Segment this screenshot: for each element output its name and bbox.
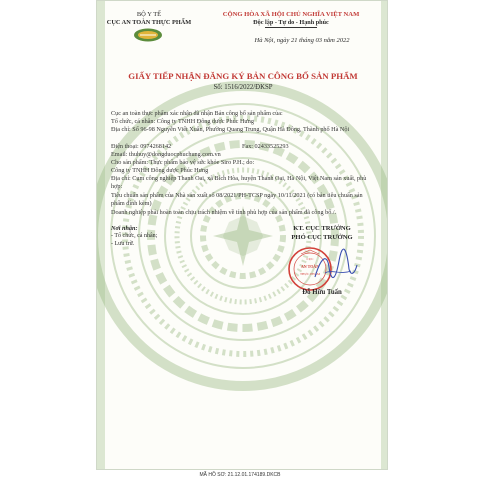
agency-department: CỤC AN TOÀN THỰC PHẨM — [106, 19, 192, 26]
seal-text-top: CỤC — [306, 257, 314, 261]
fax-line: Fax: 02433525293 — [242, 143, 289, 150]
document-number: Số: 1516/2022/ĐKSP — [213, 84, 273, 91]
agency-ministry: BỘ Y TẾ — [136, 11, 162, 18]
document-title: GIẤY TIẾP NHẬN ĐĂNG KÝ BẢN CÔNG BỐ SẢN PHẨM — [128, 71, 358, 81]
nation-motto: Độc lập - Tự do - Hạnh phúc — [253, 19, 329, 26]
responsibility-line: Doanh nghiệp phải hoàn toàn chịu trách nhiệm về tính phù hợp của sản phẩm đã công bố./. — [111, 209, 337, 216]
signature-title-1: KT. CỤC TRƯỞNG — [293, 225, 351, 232]
handwritten-signature-icon — [311, 247, 359, 287]
email-line: Email: thuhuy@dongduocphuchung.com.vn — [111, 151, 221, 158]
recipient-item: - Lưu trữ. — [111, 241, 135, 247]
document-sheet — [96, 0, 388, 470]
recipients-title: Nơi nhận: — [111, 225, 138, 232]
signer-name: Đỗ Hữu Tuấn — [302, 289, 342, 296]
dossier-code: MÃ HỒ SƠ: 21.12.01.174189.DKCB — [199, 472, 281, 478]
recipient-item: - Tổ chức, cá nhân; — [111, 233, 158, 239]
intro-line: Cục an toàn thực phẩm xác nhận đã nhận Bản công bố sản phẩm của: — [111, 110, 283, 117]
nation-title: CỘNG HÒA XÃ HỘI CHỦ NGHĨA VIỆT NAM — [222, 11, 360, 18]
motto-underline — [265, 27, 317, 28]
address-line: Địa chỉ: Số 96-98 Nguyễn Viết Xuân, Phường Quang Trung, Quận Hà Đông, Thành phố Hà Nội — [111, 126, 350, 133]
maker-line: Công ty TNHH Đông dược Phúc Hưng — [111, 167, 209, 174]
organization-line: Tổ chức, cá nhân: Công ty TNHH Đông dược Phúc Hưng — [111, 118, 254, 125]
maker-address-line: Địa chỉ: Cụm công nghiệp Thanh Oai, xã Bích Hòa, huyện Thanh Oai, Hà Nội, Việt Nam sản xuất, phù hợp: — [111, 175, 367, 191]
product-line: Cho sản phẩm: Thực phẩm bảo vệ sức khỏe Siro P.H.; do: — [111, 159, 255, 166]
issue-date: Hà Nội, ngày 21 tháng 03 năm 2022 — [254, 37, 350, 44]
phone-line: Điện thoại: 0974268142 — [111, 143, 172, 150]
seal-text-bottom: THỰC PHẨM — [299, 272, 321, 276]
seal-text-middle: AN TOÀN — [300, 264, 320, 269]
document-content — [97, 1, 388, 470]
agency-logo-icon — [133, 28, 163, 42]
signature-title-2: PHÓ CỤC TRƯỞNG — [291, 234, 353, 241]
standard-line: Tiêu chuẩn sản phẩm của Nhà sản xuất số 08/2021/PH-TCSP ngày 10/11/2021 (có bản tiêu chuẩn sản phẩm đính kèm) — [111, 192, 363, 208]
